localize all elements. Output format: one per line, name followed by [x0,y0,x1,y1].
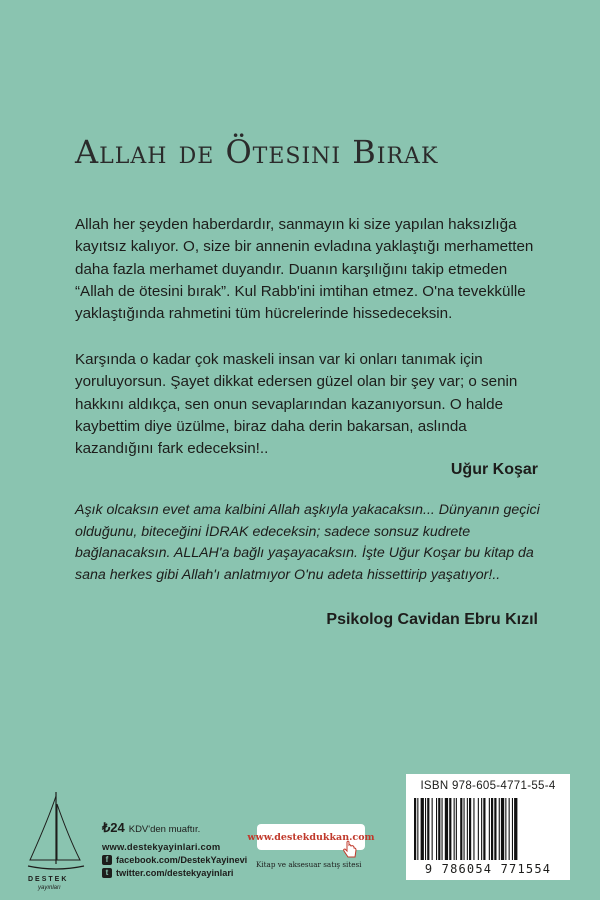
facebook-link[interactable] [102,855,247,865]
barcode-bar [473,798,474,860]
barcode-bar [489,798,490,860]
barcode-bar [417,798,418,860]
shop-caption: Kitap ve aksesuar satış sitesi [256,860,362,869]
barcode-bar [460,798,462,860]
barcode-bar [438,798,440,860]
price: ₺24 [102,820,125,835]
barcode-bar [464,798,465,860]
facebook-icon: f [102,855,112,865]
book-title: Allah de Ötesini Bırak [75,133,439,171]
barcode-bar [454,798,455,860]
barcode-bar [501,798,504,860]
barcode-bar [494,798,496,860]
twitter-label: twitter.com/destekyayinlari [116,868,234,878]
shop-url: www.destekdukkan.com [247,831,375,843]
twitter-icon: t [102,868,112,878]
endorsement-quote: Aşık olcaksın evet ama kalbini Allah aşkıyla yakacaksın... Dünyanın geçici olduğunu, biteceğini İDRAK edeceksin; sadece sonsuz kudrete bağlanacaksın. ALLAH'a bağlı yaşayacaksın. İşte Uğur Koşar bu kitap da sana herkes gibi Allah'ı anlatmıyor O'nu adeta hissettirip yaşatıyor!.. [75,502,540,583]
barcode-bar [445,798,448,860]
barcode-bar [442,798,443,860]
paragraph-2: Karşında o kadar çok maskeli insan var ki onları tanımak için yoruluyorsun. Şayet dikkat edersen güzel olan bir şey var; o senin hakkını aldıkça, sen onun sevaplarından kazanıyorsun. O halde kaybettim diye üzülme, biraz daha derin bakarsan, aslında kazandığını fark edeceksin!.. [75,351,518,458]
isbn-text: ISBN 978-605-4771-55-4 [420,780,556,792]
barcode-bar [432,798,433,860]
barcode-bar [467,798,468,860]
barcode-bar [505,798,506,860]
barcode-bar [469,798,471,860]
publisher-info [102,820,247,878]
barcode-bar [512,798,513,860]
barcode-bar [425,798,426,860]
barcode-bar [427,798,429,860]
pointer-hand-icon [342,840,358,860]
facebook-label: facebook.com/DestekYayinevi [116,855,248,865]
barcode-bar [414,798,416,860]
logo-name: DESTEK [28,876,69,883]
barcode-bar [449,798,451,860]
author-signature: Uğur Koşar [450,461,538,478]
tax-note: KDV'den muaftır. [128,824,201,835]
barcode-bar [421,798,424,860]
barcode-bar [481,798,482,860]
barcode-bar [456,798,457,860]
barcode-bars [414,798,562,860]
barcode-digits: 9 786054 771554 [424,862,552,876]
barcode-bar [499,798,500,860]
barcode-bar [491,798,493,860]
sail-logo-icon [26,790,86,876]
barcode-bar [436,798,437,860]
publisher-logo [22,790,92,890]
logo-subtitle: yayınları [38,885,61,891]
website-link[interactable]: www.destekyayinlari.com [102,841,221,852]
barcode-bar [478,798,479,860]
twitter-link[interactable] [102,868,247,878]
barcode-bar [509,798,510,860]
barcode-bar [514,798,517,860]
barcode-bar [483,798,485,860]
paragraph-1: Allah her şeyden haberdardır, sanmayın ki size yapılan haksızlığa kayıtsız kalıyor. O, size bir annenin evladına yaklaştığı merhametten daha fazla merhamet duyandır. Duanın karşılığını takip etmeden “Allah de ötesini bırak”. Kul Rabb'ini imtihan etmez. O'na tevekkülle yaklaştığında rahmetini tüm hücrelerinde hissedeceksin. [75,216,534,323]
barcode [406,774,570,880]
endorsement-author: Psikolog Cavidan Ebru Kızıl [326,611,538,628]
